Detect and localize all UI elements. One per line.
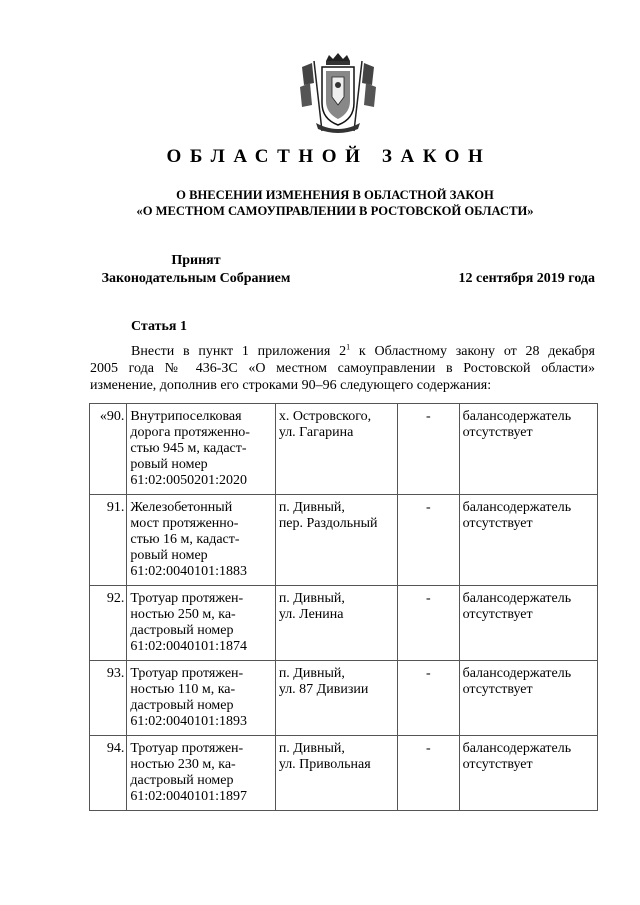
address-line: п. Дивный, [278, 666, 345, 681]
article-text-line2: 2005 года № 436-ЗС «О местном самоуправлении в Ростовской области» [90, 361, 595, 376]
article-text-line1-a: Внести в пункт 1 приложения 2 [131, 344, 347, 359]
row-number: 91. [106, 500, 125, 515]
row-number: 93. [106, 666, 125, 681]
balance-holder-cell [459, 661, 597, 736]
row-number: «90. [99, 409, 125, 424]
address-line: ул. Гагарина [278, 425, 354, 440]
row-number-cell [90, 495, 127, 586]
object-description-line: ностью 230 м, ка- [130, 757, 236, 772]
balance-holder-line: отсутствует [462, 682, 533, 697]
address-cell [275, 495, 397, 586]
article-text [90, 343, 595, 394]
object-description-cell [127, 661, 275, 736]
row-number: 94. [106, 741, 125, 756]
balance-holder-line: отсутствует [462, 757, 533, 772]
address-line: ул. Привольная [278, 757, 371, 772]
table-row [90, 586, 598, 661]
object-description-line: Тротуар протяжен- [130, 741, 244, 756]
row-number-cell [90, 404, 127, 495]
object-description-line: ностью 110 м, ка- [130, 682, 236, 697]
article-text-line1-b: к Областному закону от 28 декабря [350, 344, 595, 359]
object-description-line: 61:02:0040101:1883 [130, 564, 248, 579]
balance-holder-cell [459, 736, 597, 811]
balance-holder-line: отсутствует [462, 425, 533, 440]
row-number: 92. [106, 591, 125, 606]
balance-holder-line: отсутствует [462, 607, 533, 622]
dash-value: - [425, 409, 431, 424]
object-description-line: Тротуар протяжен- [130, 591, 244, 606]
object-description-line: Тротуар протяжен- [130, 666, 244, 681]
balance-holder-line: балансодержатель [462, 500, 572, 515]
object-description-line: 61:02:0040101:1874 [130, 639, 248, 654]
object-description-line: 61:02:0040101:1893 [130, 714, 248, 729]
document-title: ОБЛАСТНОЙ ЗАКОН [166, 146, 492, 167]
address-line: ул. Ленина [278, 607, 344, 622]
row-number-cell [90, 661, 127, 736]
table-row [90, 404, 598, 495]
object-description-line: дастровый номер [130, 623, 234, 638]
address-line: п. Дивный, [278, 591, 345, 606]
article-text-line3: изменение, дополнив его строками 90–96 следующего содержания: [90, 378, 492, 393]
balance-holder-cell [459, 495, 597, 586]
balance-holder-cell [459, 586, 597, 661]
object-description-line: мост протяженно- [130, 516, 239, 531]
object-description-line: ровый номер [130, 457, 208, 472]
object-description-line: Внутрипоселковая [130, 409, 242, 424]
balance-holder-line: балансодержатель [462, 666, 572, 681]
dash-cell [398, 736, 460, 811]
article-text-line1 [90, 343, 595, 360]
dash-value: - [425, 500, 431, 515]
object-description-line: ровый номер [130, 548, 208, 563]
address-cell [275, 586, 397, 661]
object-description-line: дорога протяженно- [130, 425, 250, 440]
balance-holder-line: балансодержатель [462, 741, 572, 756]
dash-value: - [425, 741, 431, 756]
address-cell [275, 661, 397, 736]
dash-value: - [425, 666, 431, 681]
object-description-line: 61:02:0040101:1897 [130, 789, 248, 804]
dash-cell [398, 404, 460, 495]
dash-cell [398, 495, 460, 586]
document-subtitle-line2: «О МЕСТНОМ САМОУПРАВЛЕНИИ В РОСТОВСКОЙ ОБЛАСТИ» [136, 204, 534, 218]
object-description-line: 61:02:0050201:2020 [130, 473, 248, 488]
dash-cell [398, 586, 460, 661]
address-line: п. Дивный, [278, 741, 345, 756]
object-description-line: ностью 250 м, ка- [130, 607, 236, 622]
table-row [90, 736, 598, 811]
object-description-line: стью 945 м, кадаст- [130, 441, 247, 456]
coat-of-arms-icon [296, 53, 380, 135]
address-line: п. Дивный, [278, 500, 345, 515]
address-line: пер. Раздольный [278, 516, 378, 531]
address-line: х. Островского, [278, 409, 372, 424]
object-description-cell [127, 495, 275, 586]
balance-holder-line: балансодержатель [462, 409, 572, 424]
object-description-cell [127, 736, 275, 811]
dash-value: - [425, 591, 431, 606]
object-description-line: дастровый номер [130, 698, 234, 713]
article-text-superscript: 1 [346, 342, 351, 352]
address-cell [275, 404, 397, 495]
adoption-date: 12 сентября 2019 года [458, 271, 595, 286]
object-description-line: стью 16 м, кадаст- [130, 532, 240, 547]
balance-holder-line: отсутствует [462, 516, 533, 531]
accepted-label: Принят [171, 253, 221, 268]
address-line: ул. 87 Дивизии [278, 682, 369, 697]
row-number-cell [90, 586, 127, 661]
objects-table [89, 403, 598, 811]
object-description-line: дастровый номер [130, 773, 234, 788]
balance-holder-line: балансодержатель [462, 591, 572, 606]
dash-cell [398, 661, 460, 736]
object-description-cell [127, 404, 275, 495]
address-cell [275, 736, 397, 811]
table-row [90, 661, 598, 736]
table-row [90, 495, 598, 586]
row-number-cell [90, 736, 127, 811]
object-description-line: Железобетонный [130, 500, 233, 515]
article-heading: Статья 1 [131, 319, 187, 334]
adopting-body: Законодательным Собранием [101, 271, 291, 286]
balance-holder-cell [459, 404, 597, 495]
object-description-cell [127, 586, 275, 661]
document-subtitle-line1: О ВНЕСЕНИИ ИЗМЕНЕНИЯ В ОБЛАСТНОЙ ЗАКОН [176, 188, 494, 202]
adoption-block [92, 252, 300, 288]
